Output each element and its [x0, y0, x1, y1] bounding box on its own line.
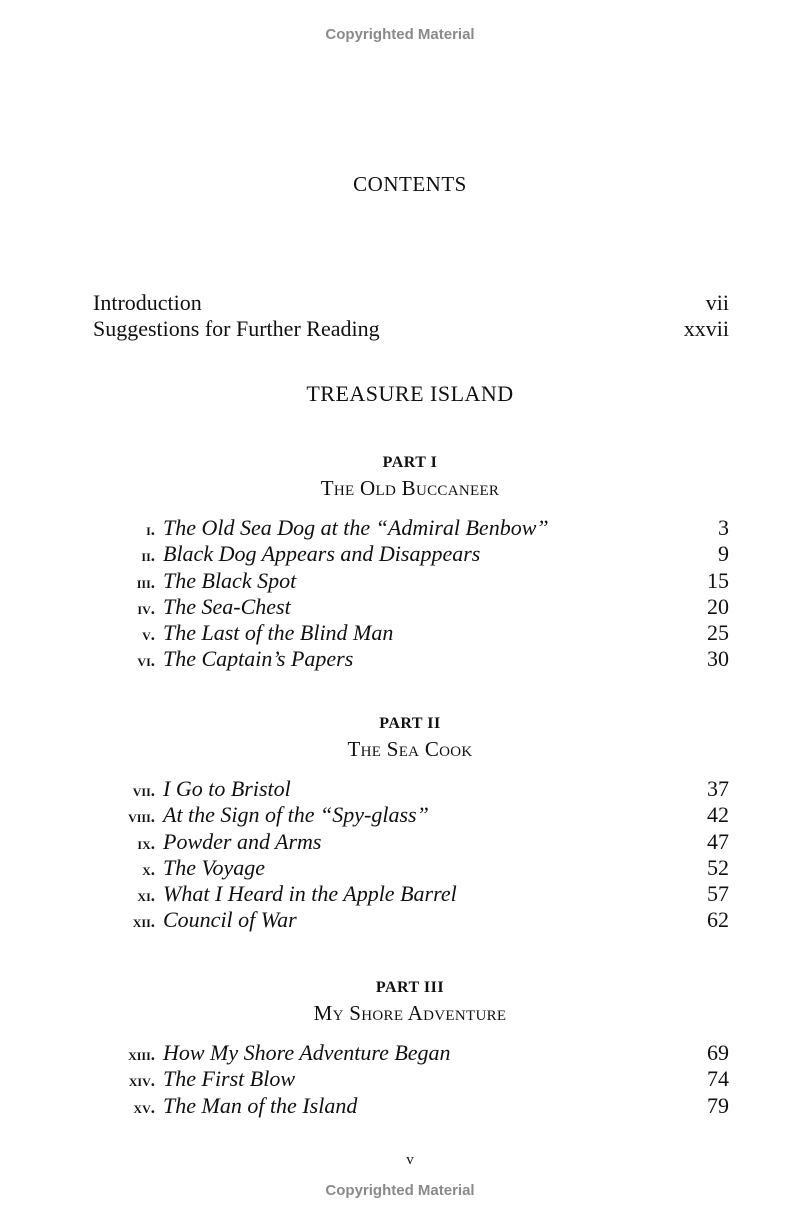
chapter-row[interactable]: [0, 829, 800, 855]
chapter-page: 42: [707, 802, 729, 828]
chapter-row[interactable]: [0, 646, 800, 672]
chapter-row[interactable]: [0, 907, 800, 933]
chapter-title: The Captain’s Papers: [163, 646, 354, 672]
chapter-row[interactable]: [0, 1066, 800, 1092]
front-matter-page: xxvii: [683, 316, 729, 341]
chapter-number: iv.: [137, 598, 155, 618]
chapter-row[interactable]: [0, 1040, 800, 1066]
chapter-page: 52: [707, 854, 729, 880]
chapter-number: xiv.: [128, 1071, 155, 1091]
front-matter-row[interactable]: [93, 316, 729, 342]
chapter-page: 15: [707, 567, 729, 593]
part-title: My Shore Adventure: [313, 1001, 507, 1025]
chapter-title: The Old Sea Dog at the “Admiral Benbow”: [163, 515, 549, 540]
part-title: The Sea Cook: [347, 737, 473, 761]
chapter-page: 37: [707, 776, 729, 801]
chapter-title: The Man of the Island: [163, 1092, 358, 1118]
chapter-number: i.: [146, 520, 155, 539]
chapter-number: x.: [142, 859, 155, 879]
part-label: PART II: [379, 715, 441, 732]
chapter-row[interactable]: [0, 881, 800, 907]
front-matter-row[interactable]: [93, 290, 729, 316]
chapter-page: 47: [707, 828, 729, 854]
copyright-watermark-bottom: Copyrighted Material: [325, 1182, 475, 1199]
front-matter-label: Introduction: [93, 290, 202, 315]
chapter-number: viii.: [128, 807, 155, 827]
chapter-title: The Voyage: [163, 854, 266, 880]
front-matter-label: Suggestions for Further Reading: [93, 316, 380, 341]
chapter-page: 30: [707, 646, 729, 672]
chapter-title: How My Shore Adventure Began: [163, 1040, 451, 1065]
copyright-watermark-top: Copyrighted Material: [325, 26, 475, 43]
chapter-title: At the Sign of the “Spy-glass”: [163, 802, 429, 828]
part-label: PART I: [382, 454, 438, 471]
chapter-list: [0, 515, 800, 673]
chapter-row[interactable]: [0, 620, 800, 646]
chapter-page: 9: [718, 541, 729, 567]
chapter-title: The First Blow: [163, 1066, 296, 1092]
chapter-title: What I Heard in the Apple Barrel: [163, 881, 457, 907]
chapter-page: 3: [718, 515, 729, 540]
chapter-page: 79: [707, 1092, 729, 1118]
chapter-page: 20: [707, 593, 729, 619]
chapter-title: Council of War: [163, 907, 297, 933]
chapter-number: xi.: [137, 886, 155, 906]
contents-heading: CONTENTS: [353, 172, 467, 196]
book-title: TREASURE ISLAND: [306, 381, 514, 406]
chapter-number: iii.: [136, 572, 155, 592]
chapter-row[interactable]: [0, 1093, 800, 1119]
chapter-number: vii.: [132, 781, 155, 800]
chapter-row[interactable]: [0, 541, 800, 567]
chapter-row[interactable]: [0, 515, 800, 541]
chapter-page: 69: [707, 1040, 729, 1065]
chapter-page: 57: [707, 881, 729, 907]
chapter-page: 74: [707, 1066, 729, 1092]
chapter-row[interactable]: [0, 776, 800, 802]
chapter-title: The Sea-Chest: [163, 593, 291, 619]
chapter-row[interactable]: [0, 855, 800, 881]
chapter-page: 25: [707, 620, 729, 646]
chapter-title: Powder and Arms: [163, 828, 322, 854]
chapter-number: xii.: [132, 912, 155, 932]
chapter-list: [0, 776, 800, 934]
part-label: PART III: [375, 979, 445, 996]
chapter-number: ix.: [137, 833, 155, 853]
chapter-list: [0, 1040, 800, 1119]
chapter-row[interactable]: [0, 594, 800, 620]
chapter-title: The Last of the Blind Man: [163, 620, 394, 646]
chapter-row[interactable]: [0, 802, 800, 828]
chapter-page: 62: [707, 907, 729, 933]
chapter-title: The Black Spot: [163, 567, 297, 593]
part-title: The Old Buccaneer: [320, 476, 500, 500]
chapter-title: Black Dog Appears and Disappears: [163, 541, 481, 567]
chapter-number: vi.: [137, 651, 155, 671]
chapter-number: ii.: [141, 546, 155, 566]
chapter-number: v.: [142, 625, 155, 645]
front-matter-page: vii: [705, 290, 729, 315]
chapter-number: xv.: [133, 1097, 155, 1117]
chapter-title: I Go to Bristol: [163, 776, 291, 801]
chapter-number: xiii.: [128, 1045, 155, 1064]
page-number: v: [406, 1152, 414, 1168]
chapter-row[interactable]: [0, 568, 800, 594]
